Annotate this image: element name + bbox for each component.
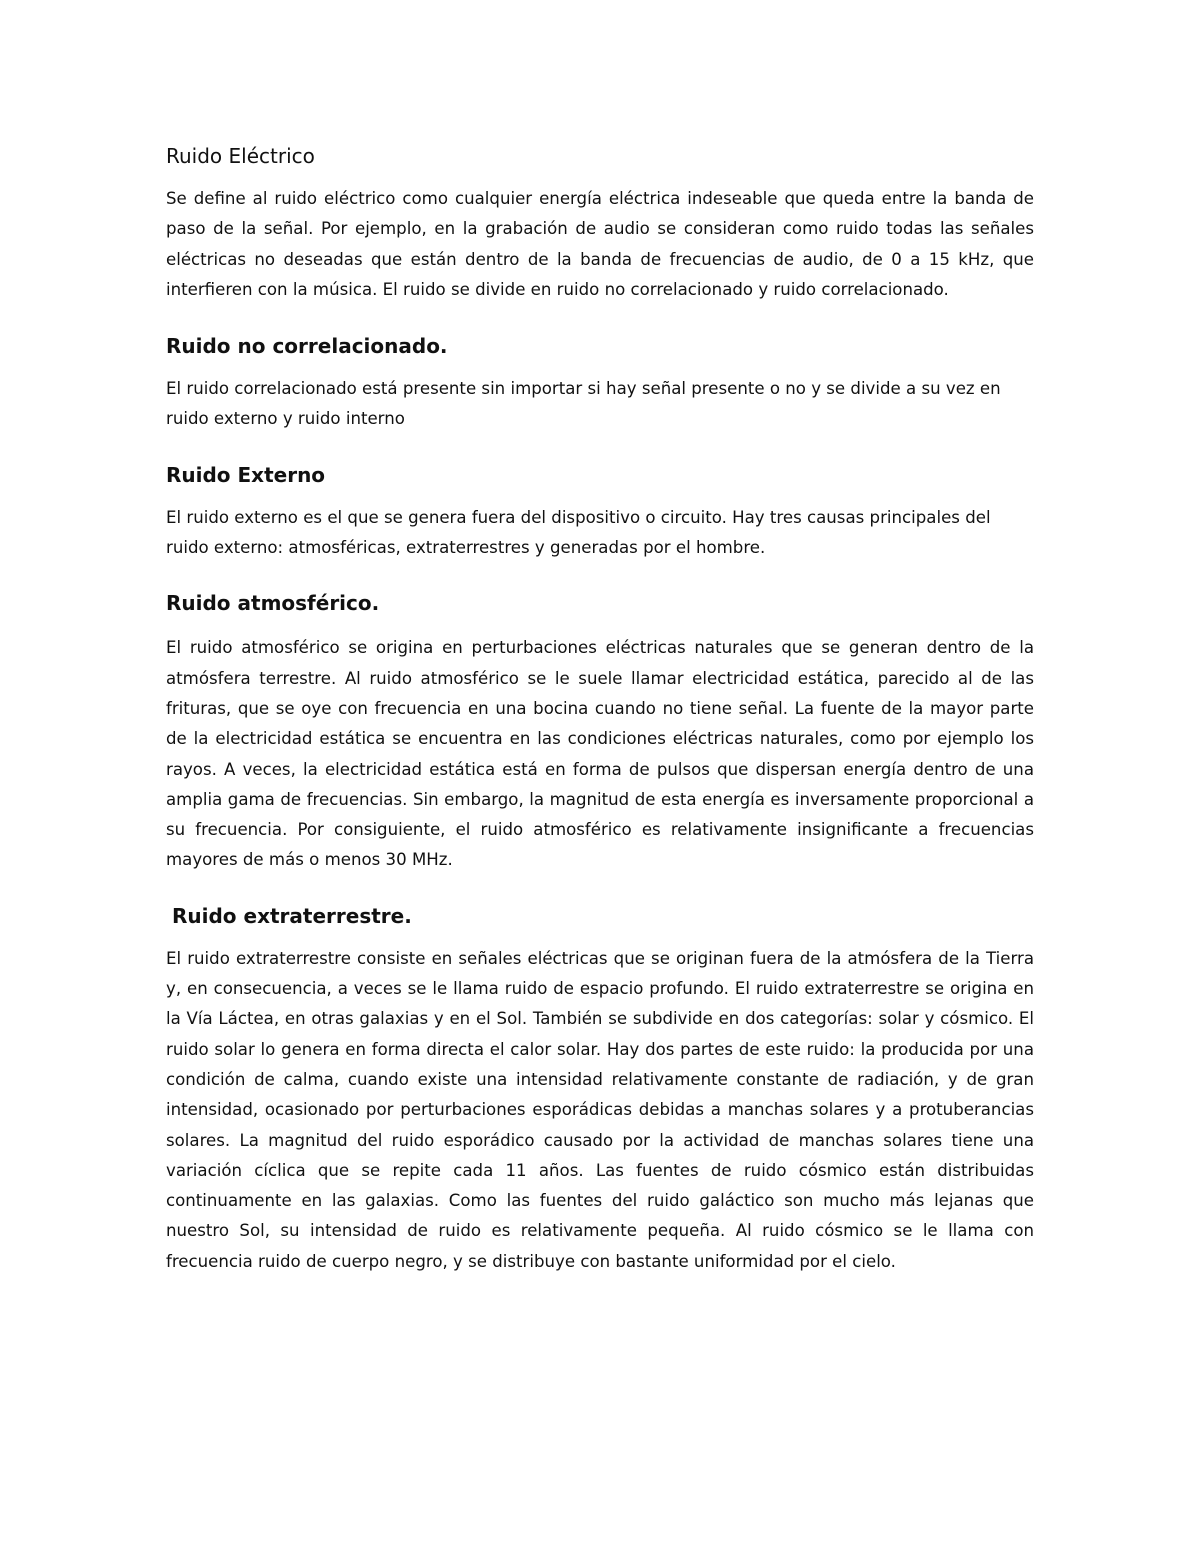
section-heading-ruido-no-correlacionado: Ruido no correlacionado. — [166, 334, 448, 359]
section-body-ruido-extraterrestre: El ruido extraterrestre consiste en señales eléctricas que se originan fuera de la atmósfera de la Tierra y, en consecuencia, a veces se le llama ruido de espacio profundo. El ruido extraterrestre se origina en la Vía Láctea, en otras galaxias y en el Sol. También se subdivide en dos categorías: solar y cósmico. El ruido solar lo genera en forma directa el calor solar. Hay dos partes de este ruido: la producida por una condición de calma, cuando existe una intensidad relativamente constante de radiación, y de gran intensidad, ocasionado por perturbaciones esporádicas debidas a manchas solares y a protuberancias solares. La magnitud del ruido esporádico causado por la actividad de manchas solares tiene una variación cíclica que se repite cada 11 años. Las fuentes de ruido cósmico están distribuidas continuamente en las galaxias. Como las fuentes del ruido galáctico son mucho más lejanas que nuestro Sol, su intensidad de ruido es relativamente pequeña. Al ruido cósmico se le llama con frecuencia ruido de cuerpo negro, y se distribuye con bastante uniformidad por el cielo. — [166, 948, 1034, 1271]
section-body-ruido-atmosferico: El ruido atmosférico se origina en perturbaciones eléctricas naturales que se generan dentro de la atmósfera terrestre. Al ruido atmosférico se le suele llamar electricidad estática, parecido al de las frituras, que se oye con frecuencia en una bocina cuando no tiene señal. La fuente de la mayor parte de la electricidad estática se encuentra en las condiciones eléctricas naturales, como por ejemplo los rayos. A veces, la electricidad estática está en forma de pulsos que dispersan energía dentro de una amplia gama de frecuencias. Sin embargo, la magnitud de esta energía es inversamente proporcional a su frecuencia. Por consiguiente, el ruido atmosférico es relativamente insignificante a frecuencias mayores de más o menos 30 MHz. — [166, 638, 1034, 870]
section-heading-ruido-atmosferico: Ruido atmosférico. — [166, 591, 380, 616]
section-heading-ruido-extraterrestre: Ruido extraterrestre. — [172, 903, 412, 928]
section-heading-ruido-externo: Ruido Externo — [166, 462, 326, 487]
section-heading-ruido-electrico: Ruido Eléctrico — [166, 144, 315, 168]
section-body-ruido-electrico: Se define al ruido eléctrico como cualquier energía eléctrica indeseable que queda entre la banda de paso de la señal. Por ejemplo, en la grabación de audio se consideran como ruido todas las señales eléctricas no deseadas que están dentro de la banda de frecuencias de audio, de 0 a 15 kHz, que interfieren con la música. El ruido se divide en ruido no correlacionado y ruido correlacionado. — [166, 189, 1034, 299]
document-page — [166, 140, 1034, 1277]
section-body-ruido-no-correlacionado: El ruido correlacionado está presente sin importar si hay señal presente o no y se divide a su vez en ruido externo y ruido interno — [166, 379, 1001, 429]
section-body-ruido-externo: El ruido externo es el que se genera fuera del dispositivo o circuito. Hay tres causas principales del ruido externo: atmosféricas, extraterrestres y generadas por el hombre. — [166, 507, 991, 558]
